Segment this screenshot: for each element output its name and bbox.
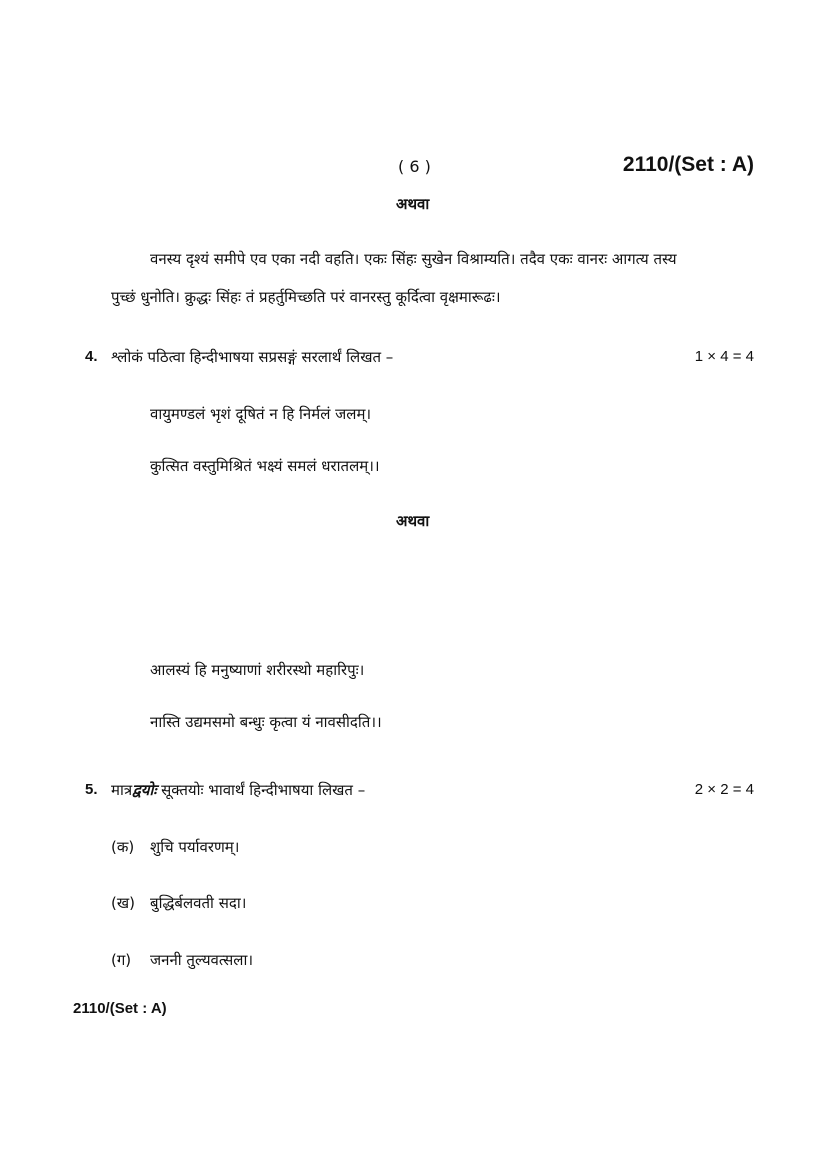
verse-2-line-2: नास्ति उद्यमसमो बन्धुः कृत्वा यं नावसीदति।। (150, 713, 382, 731)
verse-1-line-2: कुत्सित वस्तुमिश्रितं भक्ष्यं समलं धरातलम्।। (150, 457, 380, 475)
page-number: ( 6 ) (398, 157, 431, 176)
option-kha-text: बुद्धिर्बलवती सदा। (150, 894, 247, 912)
set-code-header: 2110/(Set : A) (622, 153, 754, 176)
athava-heading-1: अथवा (396, 195, 430, 213)
question-5-text-bold: द्वयोः (132, 781, 157, 799)
question-4-marks: 1 × 4 = 4 (694, 348, 754, 365)
option-ga-label: (ग) (111, 951, 132, 969)
passage-line-2: पुच्छं धुनोति। क्रुद्धः सिंहः तं प्रहर्तुमिच्छति परं वानरस्तु कूर्दित्वा वृक्षमारूढः। (111, 288, 501, 306)
option-ka-text: शुचि पर्यावरणम्। (150, 838, 240, 856)
verse-2-line-1: आलस्यं हि मनुष्याणां शरीरस्थो महारिपुः। (150, 661, 365, 679)
question-5-number: 5. (85, 781, 98, 798)
question-5-text-prefix: मात्र (111, 781, 133, 799)
question-5-text-suffix: सूक्तयोः भावार्थं हिन्दीभाषया लिखत – (156, 781, 366, 799)
question-4-text: श्लोकं पठित्वा हिन्दीभाषया सप्रसङ्गं सरलार्थं लिखत – (111, 348, 394, 366)
option-kha-label: (ख) (111, 894, 135, 912)
set-code-footer: 2110/(Set : A) (73, 1000, 167, 1017)
athava-heading-2: अथवा (396, 512, 430, 530)
option-ga-text: जननी तुल्यवत्सला। (150, 951, 254, 969)
question-5-text (111, 780, 365, 800)
verse-1-line-1: वायुमण्डलं भृशं दूषितं न हि निर्मलं जलम्। (150, 405, 372, 423)
question-5-marks: 2 × 2 = 4 (694, 781, 754, 798)
option-ka-label: (क) (111, 838, 135, 856)
passage-line-1: वनस्य दृश्यं समीपे एव एका नदी वहति। एकः सिंहः सुखेन विश्राम्यति। तदैव एकः वानरः आगत्य तस्य (150, 250, 677, 268)
question-4-number: 4. (85, 348, 98, 365)
